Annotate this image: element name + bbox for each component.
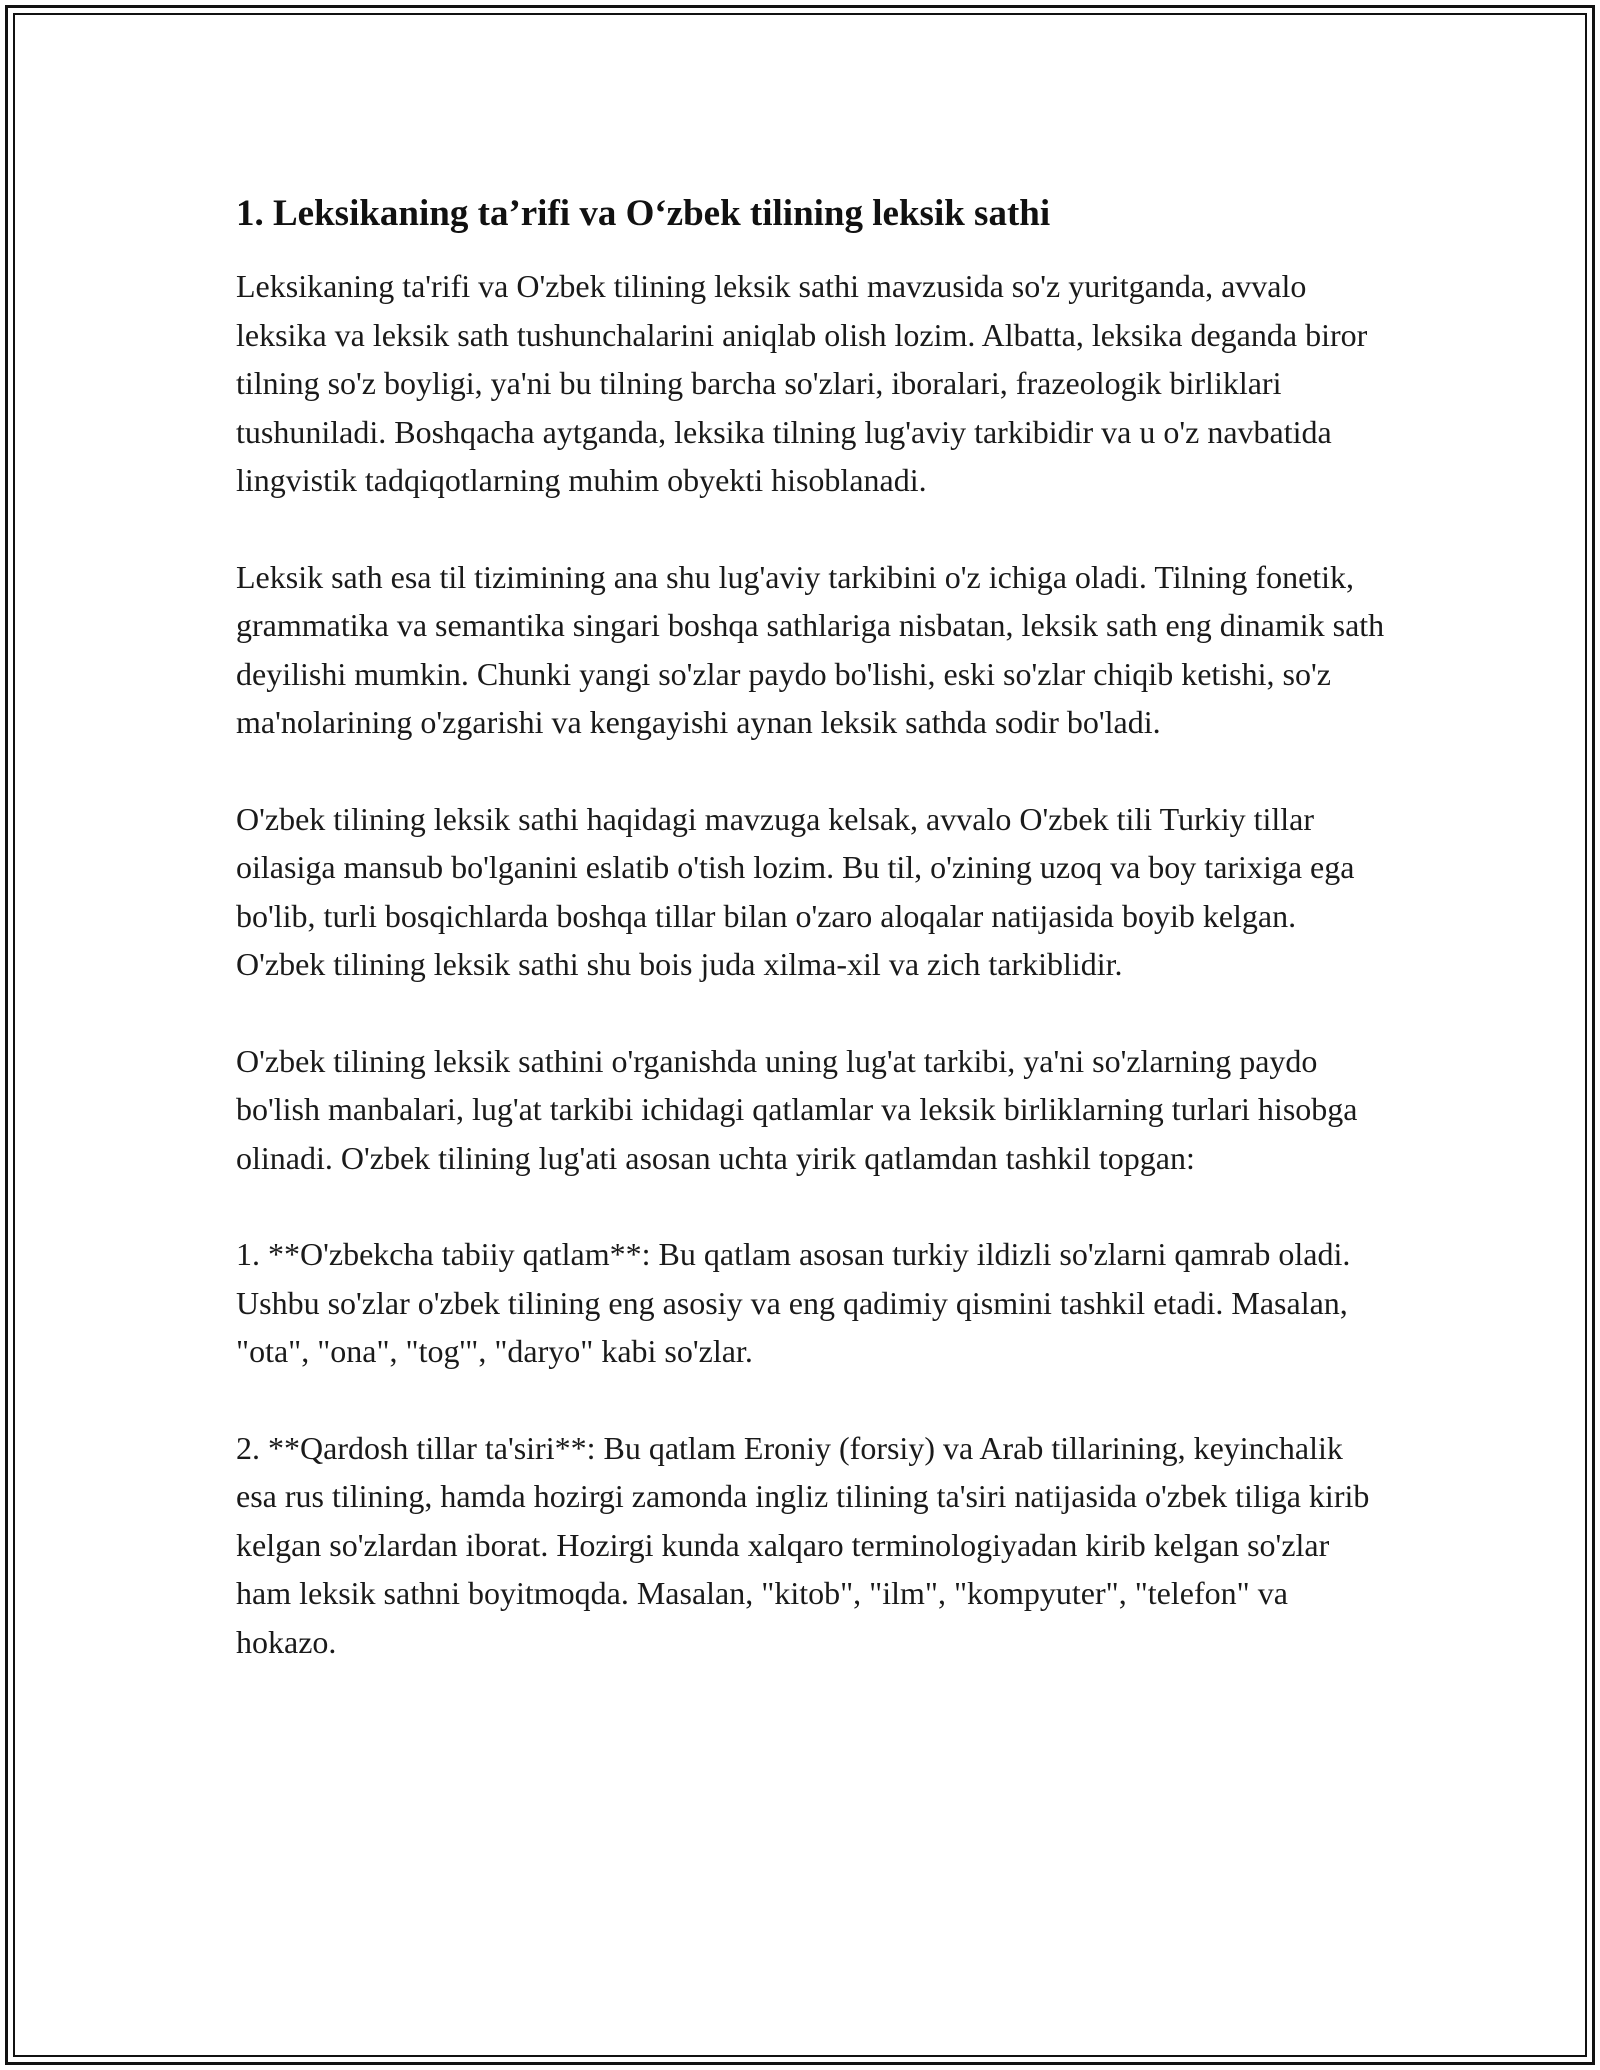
document-title: 1. Leksikaning ta’rifi va O‘zbek tilining leksik sathi	[236, 193, 1051, 234]
paragraph-uzbek-turkic: O'zbek tilining leksik sathi haqidagi mavzuga kelsak, avvalo O'zbek tili Turkiy tillar oilasiga mansub bo'lganini eslatib o'tish lozim. Bu til, o'zining uzoq va boy tarixiga ega bo'lib, turli bosqichlarda boshqa tillar bilan o'zaro aloqalar natijasida boyib kelgan. O'zbek tilining leksik sathi shu bois juda xilma-xil va zich tarkiblidir.	[236, 800, 1355, 982]
paragraph-lexical-level: Leksik sath esa til tizimining ana shu lug'aviy tarkibini o'z ichiga oladi. Tilning fonetik, grammatika va semantika singari boshqa sathlariga nisbatan, leksik sath eng dinamik sath deyilishi mumkin. Chunki yangi so'zlar paydo bo'lishi, eski so'zlar chiqib ketishi, so'z ma'nolarining o'zgarishi va kengayishi aynan leksik sathda sodir bo'ladi.	[236, 558, 1385, 740]
paragraph-vocabulary-layers: O'zbek tilining leksik sathini o'rganishda uning lug'at tarkibi, ya'ni so'zlarning paydo bo'lish manbalari, lug'at tarkibi ichidagi qatlamlar va leksik birliklarning turlari hisobga olinadi. O'zbek tilining lug'ati asosan uchta yirik qatlamdan tashkil topgan:	[236, 1042, 1358, 1176]
list-item-borrowed-layer: 2. **Qardosh tillar ta'siri**: Bu qatlam Eroniy (forsiy) va Arab tillarining, keyinchalik esa rus tilining, hamda hozirgi zamonda ingliz tilining ta'siri natijasida o'zbek tiliga kirib kelgan so'zlardan iborat. Hozirgi kunda xalqaro terminologiyadan kirib kelgan so'zlar ham leksik sathni boyitmoqda. Masalan, "kitob", "ilm", "kompyuter", "telefon" va hokazo.	[236, 1429, 1370, 1660]
paragraph-definition: Leksikaning ta'rifi va O'zbek tilining leksik sathi mavzusida so'z yuritganda, avvalo leksika va leksik sath tushunchalarini aniqlab olish lozim. Albatta, leksika deganda biror tilning so'z boyligi, ya'ni bu tilning barcha so'zlari, iboralari, frazeologik birliklari tushuniladi. Boshqacha aytganda, leksika tilning lug'aviy tarkibidir va u o'z navbatida lingvistik tadqiqotlarning muhim obyekti hisoblanadi.	[236, 268, 1368, 498]
list-item-native-layer: 1. **O'zbekcha tabiiy qatlam**: Bu qatlam asosan turkiy ildizli so'zlarni qamrab oladi. Ushbu so'zlar o'zbek tilining eng asosiy va eng qadimiy qismini tashkil etadi. Masalan, "ota", "ona", "tog'", "daryo" kabi so'zlar.	[236, 1236, 1351, 1369]
document-body	[236, 188, 1386, 1714]
